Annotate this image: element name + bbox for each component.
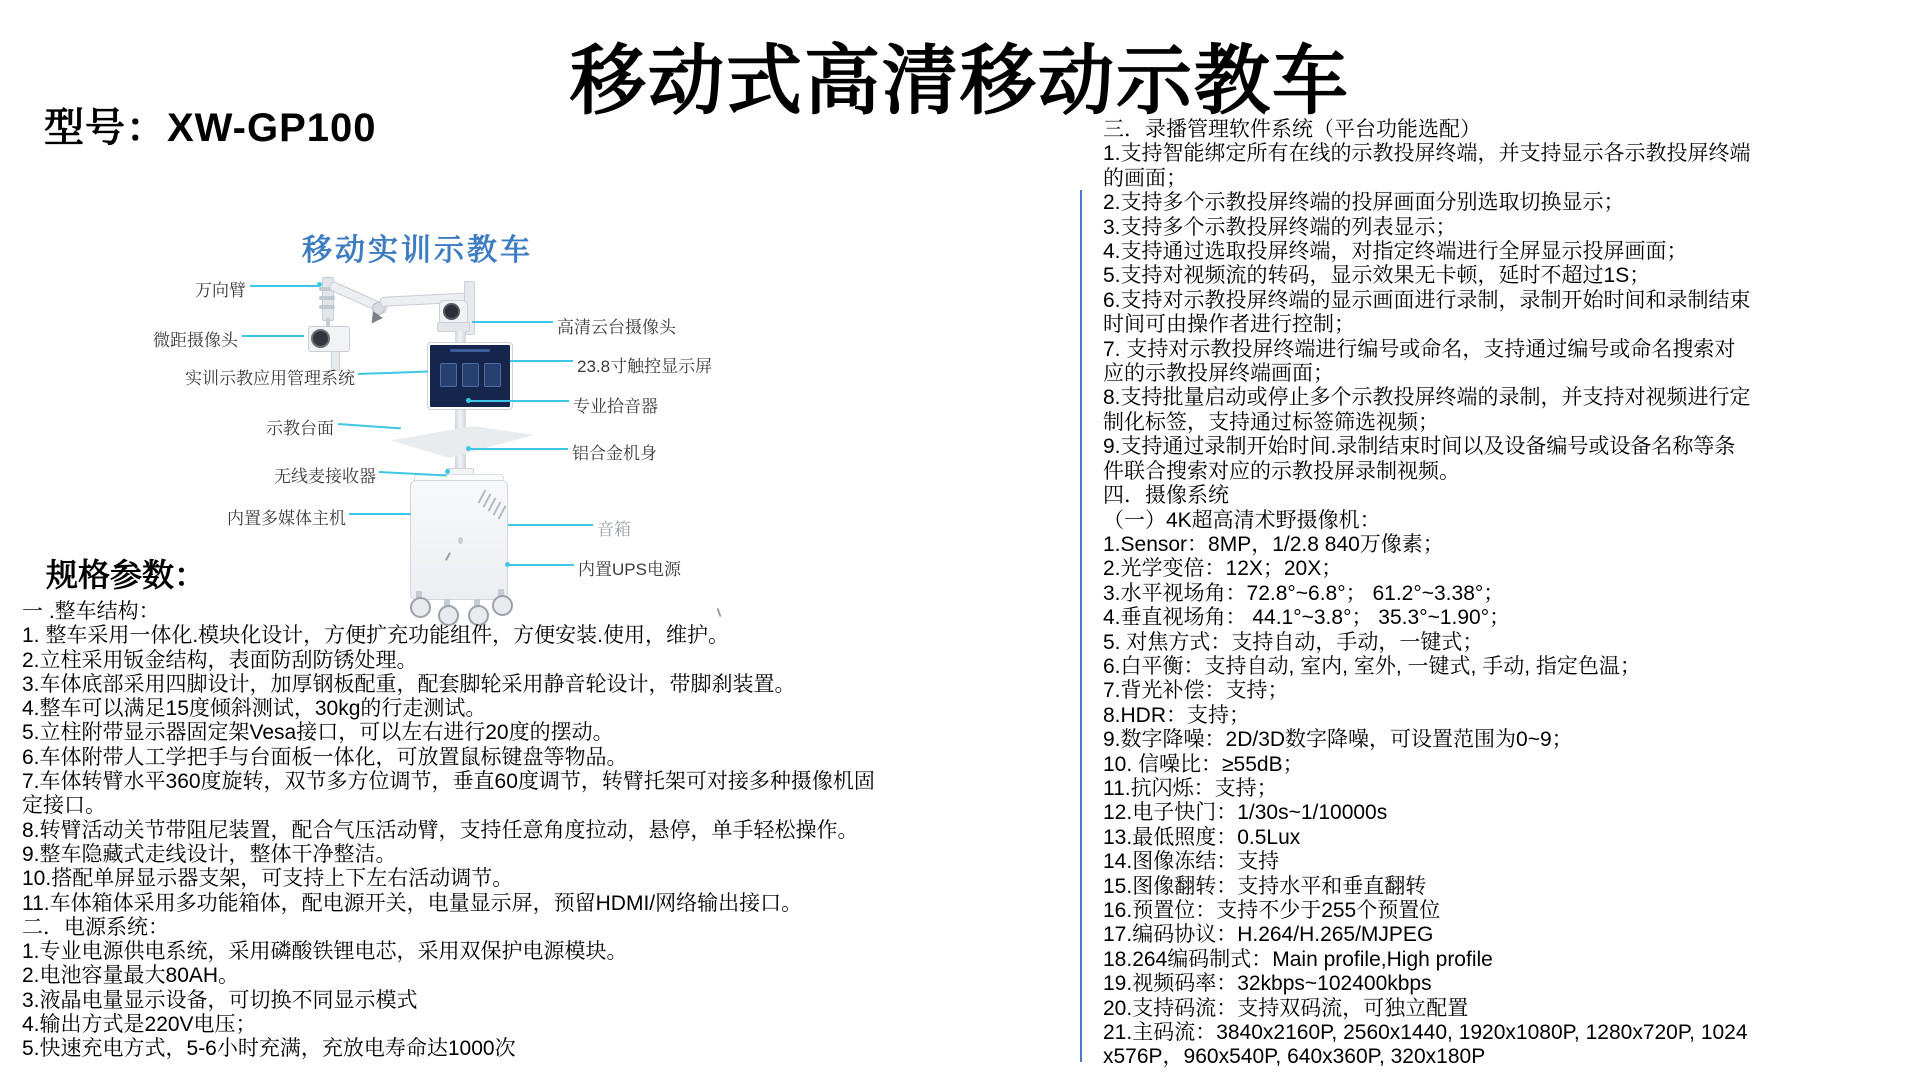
- spec-line: 9.整车隐藏式走线设计，整体干净整洁。: [22, 842, 397, 866]
- spec-line: 2.支持多个示教投屏终端的投屏画面分别选取切换显示；: [1103, 191, 1625, 215]
- spec-line: 4.输出方式是220V电压；: [22, 1013, 257, 1037]
- arm-knob-ring: [319, 305, 335, 309]
- spec-line: （一）4K超高清术野摄像机：: [1103, 508, 1381, 532]
- spec-line: 5.快速充电方式，5-6小时充满，充放电寿命达1000次: [22, 1037, 516, 1061]
- leader-line: [358, 371, 428, 375]
- spec-line: 17.编码协议：H.264/H.265/MJPEG: [1103, 923, 1434, 947]
- spec-line: 1.支持智能绑定所有在线的示教投屏终端，并支持显示各示教投屏终端的画面；: [1103, 142, 1751, 190]
- leader-line: [510, 360, 573, 362]
- column-divider-line: [1080, 190, 1082, 1062]
- spec-line: 二．电源系统：: [22, 915, 169, 939]
- spec-line: 5.支持对视频流的转码，显示效果无卡顿，延时不超过1S；: [1103, 264, 1651, 288]
- callout-media-host: 内置多媒体主机: [227, 509, 346, 528]
- spec-line: 1. 整车采用一体化.模块化设计，方便扩充功能组件，方便安装.使用，维护。: [22, 624, 730, 648]
- spec-line: 四．摄像系统: [1103, 484, 1229, 508]
- callout-worktop: 示教台面: [266, 419, 334, 438]
- spec-line: 14.图像冻结：支持: [1103, 850, 1280, 874]
- spec-line: 10. 信噪比：≥55dB；: [1103, 752, 1304, 776]
- callout-gimbal-arm: 万向臂: [195, 281, 246, 300]
- spec-line: 4.支持通过选取投屏终端，对指定终端进行全屏显示投屏画面；: [1103, 240, 1688, 264]
- spec-line: 3.支持多个示教投屏终端的列表显示；: [1103, 215, 1457, 239]
- screen-app-tile: [484, 363, 501, 387]
- leader-dot: [466, 398, 471, 403]
- spec-line: 8.HDR：支持；: [1103, 703, 1251, 727]
- screen-app-tile: [440, 363, 457, 387]
- leader-line: [508, 564, 574, 566]
- spec-line: 6.白平衡：支持自动, 室内, 室外, 一键式, 手动, 指定色温；: [1103, 654, 1641, 678]
- spec-line: 8.转臂活动关节带阻尼装置，配合气压活动臂，支持任意角度拉动，悬停，单手轻松操作。: [22, 818, 859, 842]
- callout-touchscreen: 23.8寸触控显示屏: [577, 357, 713, 376]
- spec-line: 5.立柱附带显示器固定架Vesa接口，可以左右进行20度的摆动。: [22, 721, 614, 745]
- leader-dot: [317, 282, 322, 287]
- spec-line: 11.车体箱体采用多功能箱体，配电源开关，电量显示屏，预留HDMI/网络输出接口。: [22, 891, 803, 915]
- spec-line: 2.立柱采用钣金结构，表面防刮防锈处理。: [22, 648, 418, 672]
- leader-line: [472, 321, 553, 323]
- callout-mic-receiver: 无线麦接收器: [274, 467, 376, 486]
- spec-line: 7.车体转臂水平360度旋转，双节多方位调节，垂直60度调节，转臂托架可对接多种摄像机固定接口。: [22, 770, 875, 818]
- screen-app-tile: [462, 363, 479, 387]
- leader-line: [338, 423, 401, 429]
- cabinet-keyhole-illustration: [458, 537, 463, 544]
- spec-line: 13.最低照度：0.5Lux: [1103, 825, 1301, 849]
- spec-line: 3.车体底部采用四脚设计，加厚钢板配重，配套脚轮采用静音轮设计，带脚刹装置。: [22, 672, 796, 696]
- callout-macro-camera: 微距摄像头: [153, 331, 238, 350]
- spec-line: 3.水平视场角：72.8°~6.8°； 61.2°~3.38°；: [1103, 581, 1505, 605]
- callout-speaker: 音箱: [597, 520, 631, 539]
- macro-camera-lens-illustration: [311, 329, 330, 348]
- leader-line: [508, 524, 593, 526]
- leader-line: [242, 335, 304, 337]
- arm-knob-ring: [319, 296, 335, 300]
- spec-line: 7. 支持对示教投屏终端进行编号或命名，支持通过编号或命名搜索对应的示教投屏终端画面；: [1103, 337, 1736, 386]
- specs-heading: 规格参数：: [46, 557, 207, 593]
- leader-line: [470, 400, 569, 402]
- page-title: 移动式高清移动示教车: [570, 39, 1350, 124]
- spec-line: 8.支持批量启动或停止多个示教投屏终端的录制，并支持对视频进行定制化标签，支持通过标签筛选视频；: [1103, 386, 1751, 434]
- screen-topbar-illustration: [450, 349, 490, 352]
- callout-microphone: 专业拾音器: [573, 397, 658, 416]
- spec-line: 11.抗闪烁：支持；: [1103, 776, 1278, 800]
- leader-dot: [505, 562, 510, 567]
- leader-line: [379, 471, 447, 477]
- spec-line: 3.液晶电量显示设备，可切换不同显示模式: [22, 988, 418, 1012]
- spec-line: 15.图像翻转：支持水平和垂直翻转: [1103, 874, 1427, 898]
- leader-dot: [466, 446, 471, 451]
- spec-column-left: [22, 600, 894, 1062]
- spec-line: 18.264编码制式：Main profile,High profile: [1103, 947, 1493, 971]
- spec-line: 4.整车可以满足15度倾斜测试，30kg的行走测试。: [22, 697, 487, 721]
- diagram-heading: 移动实训示教车: [302, 234, 533, 267]
- spec-line: 7.背光补偿：支持；: [1103, 679, 1289, 703]
- spec-line: 1.Sensor：8MP，1/2.8 840万像素；: [1103, 532, 1444, 556]
- leader-dot: [445, 469, 450, 474]
- spec-line: 20.支持码流：支持双码流，可独立配置: [1103, 996, 1469, 1020]
- callout-management-system: 实训示教应用管理系统: [185, 369, 355, 388]
- model-number: 型号：XW-GP100: [44, 106, 377, 150]
- spec-line: 三．录播管理软件系统（平台功能选配）: [1103, 118, 1481, 141]
- spec-line: 2.电池容量最大80AH。: [22, 964, 240, 988]
- spec-column-right: [1103, 118, 1751, 1070]
- spec-line: 16.预置位：支持不少于255个预置位: [1103, 899, 1441, 922]
- spec-line: 2.光学变倍：12X；20X；: [1103, 557, 1343, 581]
- spec-line: 9.支持通过录制开始时间.录制结束时间以及设备编号或设备名称等条件联合搜索对应的示教投屏录制视频。: [1103, 435, 1736, 483]
- spec-line: 一 .整车结构：: [22, 600, 160, 623]
- spec-line: 6.车体附带人工学把手与台面板一体化，可放置鼠标键盘等物品。: [22, 745, 628, 769]
- callout-ptz-camera: 高清云台摄像头: [557, 318, 676, 337]
- spec-line: 19.视频码率：32kbps~102400kbps: [1103, 972, 1432, 996]
- callout-ups-power: 内置UPS电源: [578, 560, 681, 579]
- spec-line: 9.数字降噪：2D/3D数字降噪，可设置范围为0~9；: [1103, 728, 1573, 752]
- device-diagram: [150, 225, 790, 635]
- leader-line: [470, 448, 568, 450]
- spec-line: 10.搭配单屏显示器支架，可支持上下左右活动调节。: [22, 867, 514, 891]
- leader-line: [250, 285, 320, 287]
- ptz-camera-lens-illustration: [443, 303, 460, 320]
- spec-line: 4.垂直视场角： 44.1°~3.8°； 35.3°~1.90°；: [1103, 606, 1511, 630]
- spec-line: 6.支持对示教投屏终端的显示画面进行录制，录制开始时间和录制结束时间可由操作者进行控制；: [1103, 288, 1751, 337]
- spec-line: 12.电子快门：1/30s~1/10000s: [1103, 801, 1388, 825]
- spec-line: 21.主码流：3840x2160P, 2560x1440, 1920x1080P, 1280x720P, 1024x576P，960x540P, 640x360P, 320x180P: [1103, 1021, 1748, 1069]
- spec-line: 5. 对焦方式：支持自动，手动，一键式；: [1103, 630, 1484, 654]
- spec-line: 1.专业电源供电系统，采用磷酸铁锂电芯，采用双保护电源模块。: [22, 940, 628, 964]
- worktop-tray-illustration: [388, 426, 534, 458]
- leader-line: [349, 513, 411, 515]
- callout-aluminum-body: 铝合金机身: [572, 444, 657, 463]
